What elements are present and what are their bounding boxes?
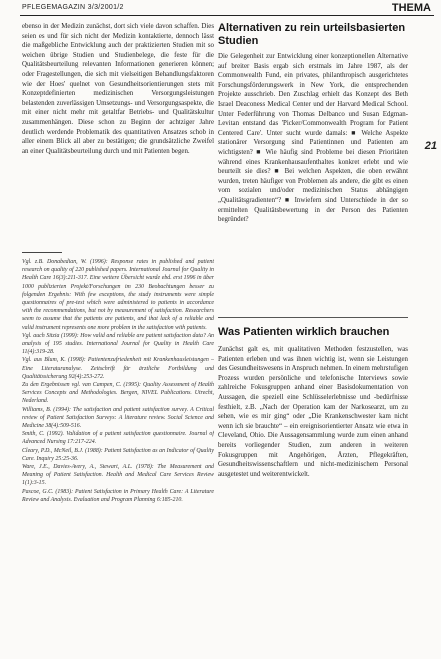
footnote: Zu den Ergebnissen vgl. van Campen, C. (1995): Quality Assessment of Health Services Concepts and Methodologies. Bergen, NIVEL Publications. Utrecht, Nederland.: [22, 382, 214, 405]
footnote: Vgl. z.B. Donabedian, W. (1996): Response rates in published and patient research on quality of 220 published papers. International Journal for Quality in Health Care 16(3):211-317. Eine weitere Übersicht wurde ebd. erst 1996 in über 1000 publizierten Projekt/Forschungen im 230 Beobachtungen besser zu folgenden Ergebnis: With few exceptions, the study instruments were simple questionnaires of pre-test which were administered to patients in accordance with the recommendations, but not by measurement of satisfaction. Researchers seem to assume that the patients are patients, and that lack of a reliable and valid instrument represents one more problem in the satisfaction with patients.: [22, 259, 214, 331]
section-paragraph: Die Gelegenheit zur Entwicklung einer konzeptionellen Alternative auf breiter Basis ergab sich erstmals im Jahre 1987, als der Commonwealth Fund, ein privates, philanthropisch ausgerichtetes Forschungsförderungswerk in New York, die entsprechenden Projekte ausschrieb. Den Zuschlag erhielt das Konzept des Beth Israel Deaconess Medical Center und der Harvard Medical School. Unter Federführung von Thomas Delbanco und Susan Edgman-Levitan entstand das 'Picker/Commonwealth Program for Patient Centered Care'. Unter sucht wurde damals: ■ Welche Aspekte stationärer Versorgung sind Patientinnen und Patienten am wichtigsten? ■ Wie häufig sind Probleme bei diesen Prioritäten während eines Krankenhausaufenthaltes konkret erlebt und wie beurteilt sie dies? ■ Bei welchen Aspekten, die oben erwähnt wurden, treten häufiger von Problemen als andere, die gibt es einen vom sozialen und/oder medizinischen Status abhängigen „Qualitätsgradienten“? ■ Inwiefern sind Unterschiede in der so ermittelten Qualitätsbewertung in der Person des Patienten begründet?: [218, 53, 408, 224]
section-rule: [218, 317, 408, 318]
header-rule: [20, 15, 434, 16]
section-label: THEMA: [391, 2, 431, 14]
section-body-alternatives: [218, 52, 408, 309]
footnote: Williams, B. (1994): The satisfaction and patient satisfaction survey. A Critical review of Patient Satisfaction Surveys: A literature review. Social Science and Medicine 38(4):509-516.: [22, 406, 214, 430]
footnote: Cleary, P.D., McNeil, B.J. (1988): Patient Satisfaction as an Indicator of Quality Care. Inquiry 25:25-36.: [22, 447, 214, 462]
left-column: [22, 22, 214, 643]
footnote: Vgl. aus Blum, K. (1998): Patientenzufriedenheit mit Krankenhausleistungen – Eine Literaturanalyse. Zeitschrift für ärztliche Fortbildung und Qualitätssicherung 92(4):253-272.: [22, 357, 214, 380]
page-number: 21: [424, 140, 437, 152]
section-paragraph: Zunächst galt es, mit qualitativen Methoden festzustellen, was Patienten erleben und was ihnen wichtig ist, wenn sie Leistungen des Gesundheitswesens in Anspruch nehmen. In einem mehrstufigen Prozess wurden persönliche und telefonische Interviews sowie zahlreiche Fokusgruppen anhand einer Basisdokumentation von Aussagen, die speziell eine Schlüsselerlebnisse und -bedürfnisse festhielt, z.B. „Nach der Operation kam der Narkosearzt, um zu sehen, wie es mir ging“ oder „Die Krankenschwester kam nicht wenn ich sie brauchte“ – ein ereignisorientierter Ansatz wie etwa in Cleveland, Ohio. Die Aussagensammlung wurde zum einen anhand bereits vorliegender Studien, zum anderen in weiteren Fokusgruppen mit Angehörigen, Ärzten, Pflegekräften, Gesundheitswissenschaftlern und nicht-medizinischem Personal ausgetestet und weiterentwickelt.: [218, 346, 408, 478]
section-heading-patients-needs: Was Patienten wirklich brauchen: [218, 326, 390, 338]
left-paragraph: ebenso in der Medizin zunächst, dort sich viele davon schaffen. Dies seien es und für sich nicht der Medizin kontaktierte, dennoch lässt die maßgebliche Entwicklung auch der praktizierten Studien mit so weichen übrige Studien und Studienbelege, die feste für die Qualitätsbeurteilung relevanten Informationen generieren können; oder Fragestellungen, die sich mit vielseitigen Behandlungsfaktoren wie der Hoes' quelnet von Gesundheitsorientierungen stets mit Konzeptdefinierten medizinischen Versorgungsleistungen belastenden zuverlässigen Umsetzungs- und Versorgungsaspekte, die mit einer nicht mehr mit getaltfar Betriebs- und Qualitätskultur zusammenhängen. Diese schon zu Beginn der achtziger Jahre deutlich werdende Problematik des quantitativen Ansatzes schob in aller einem Blick all aber zu bestätigen; die grundsätzliche Zweifel an einer Qualitätsbeurteilung durch und mit Patienten begen.: [22, 23, 214, 155]
section-heading-alternatives: Alternativen zu rein urteilsbasierten Studien: [218, 22, 406, 47]
section-body-patients-needs: [218, 345, 408, 607]
footnote: Vgl. auch Sitzia (1999): How valid and reliable are patient satisfaction data? An analysis of 195 studies. International Journal for Quality in Health Care 11(4):319-28.: [22, 332, 214, 356]
right-column: [218, 22, 408, 607]
running-head: PFLEGEMAGAZIN 3/3/2001/2: [22, 4, 124, 11]
footnote: Smith, C. (1992). Validation of a patient satisfaction questionnaire. Journal of Advanced Nursing 17:217-224.: [22, 431, 214, 446]
left-body-text: [22, 22, 214, 244]
footnote-rule: [22, 252, 62, 253]
footnotes: [22, 258, 214, 643]
footnote: Pascoe, G.C. (1983): Patient Satisfaction in Primary Health Care: A Literature Review and Analysis. Evaluation and Program Planning 6:185-210.: [22, 488, 214, 503]
footnote: Ware, J.E., Davies-Avery, A., Stewart, A.L. (1978): The Measurement and Meaning of Patient Satisfaction. Health and Medical Care Services Review 1(1):3-15.: [22, 464, 214, 487]
